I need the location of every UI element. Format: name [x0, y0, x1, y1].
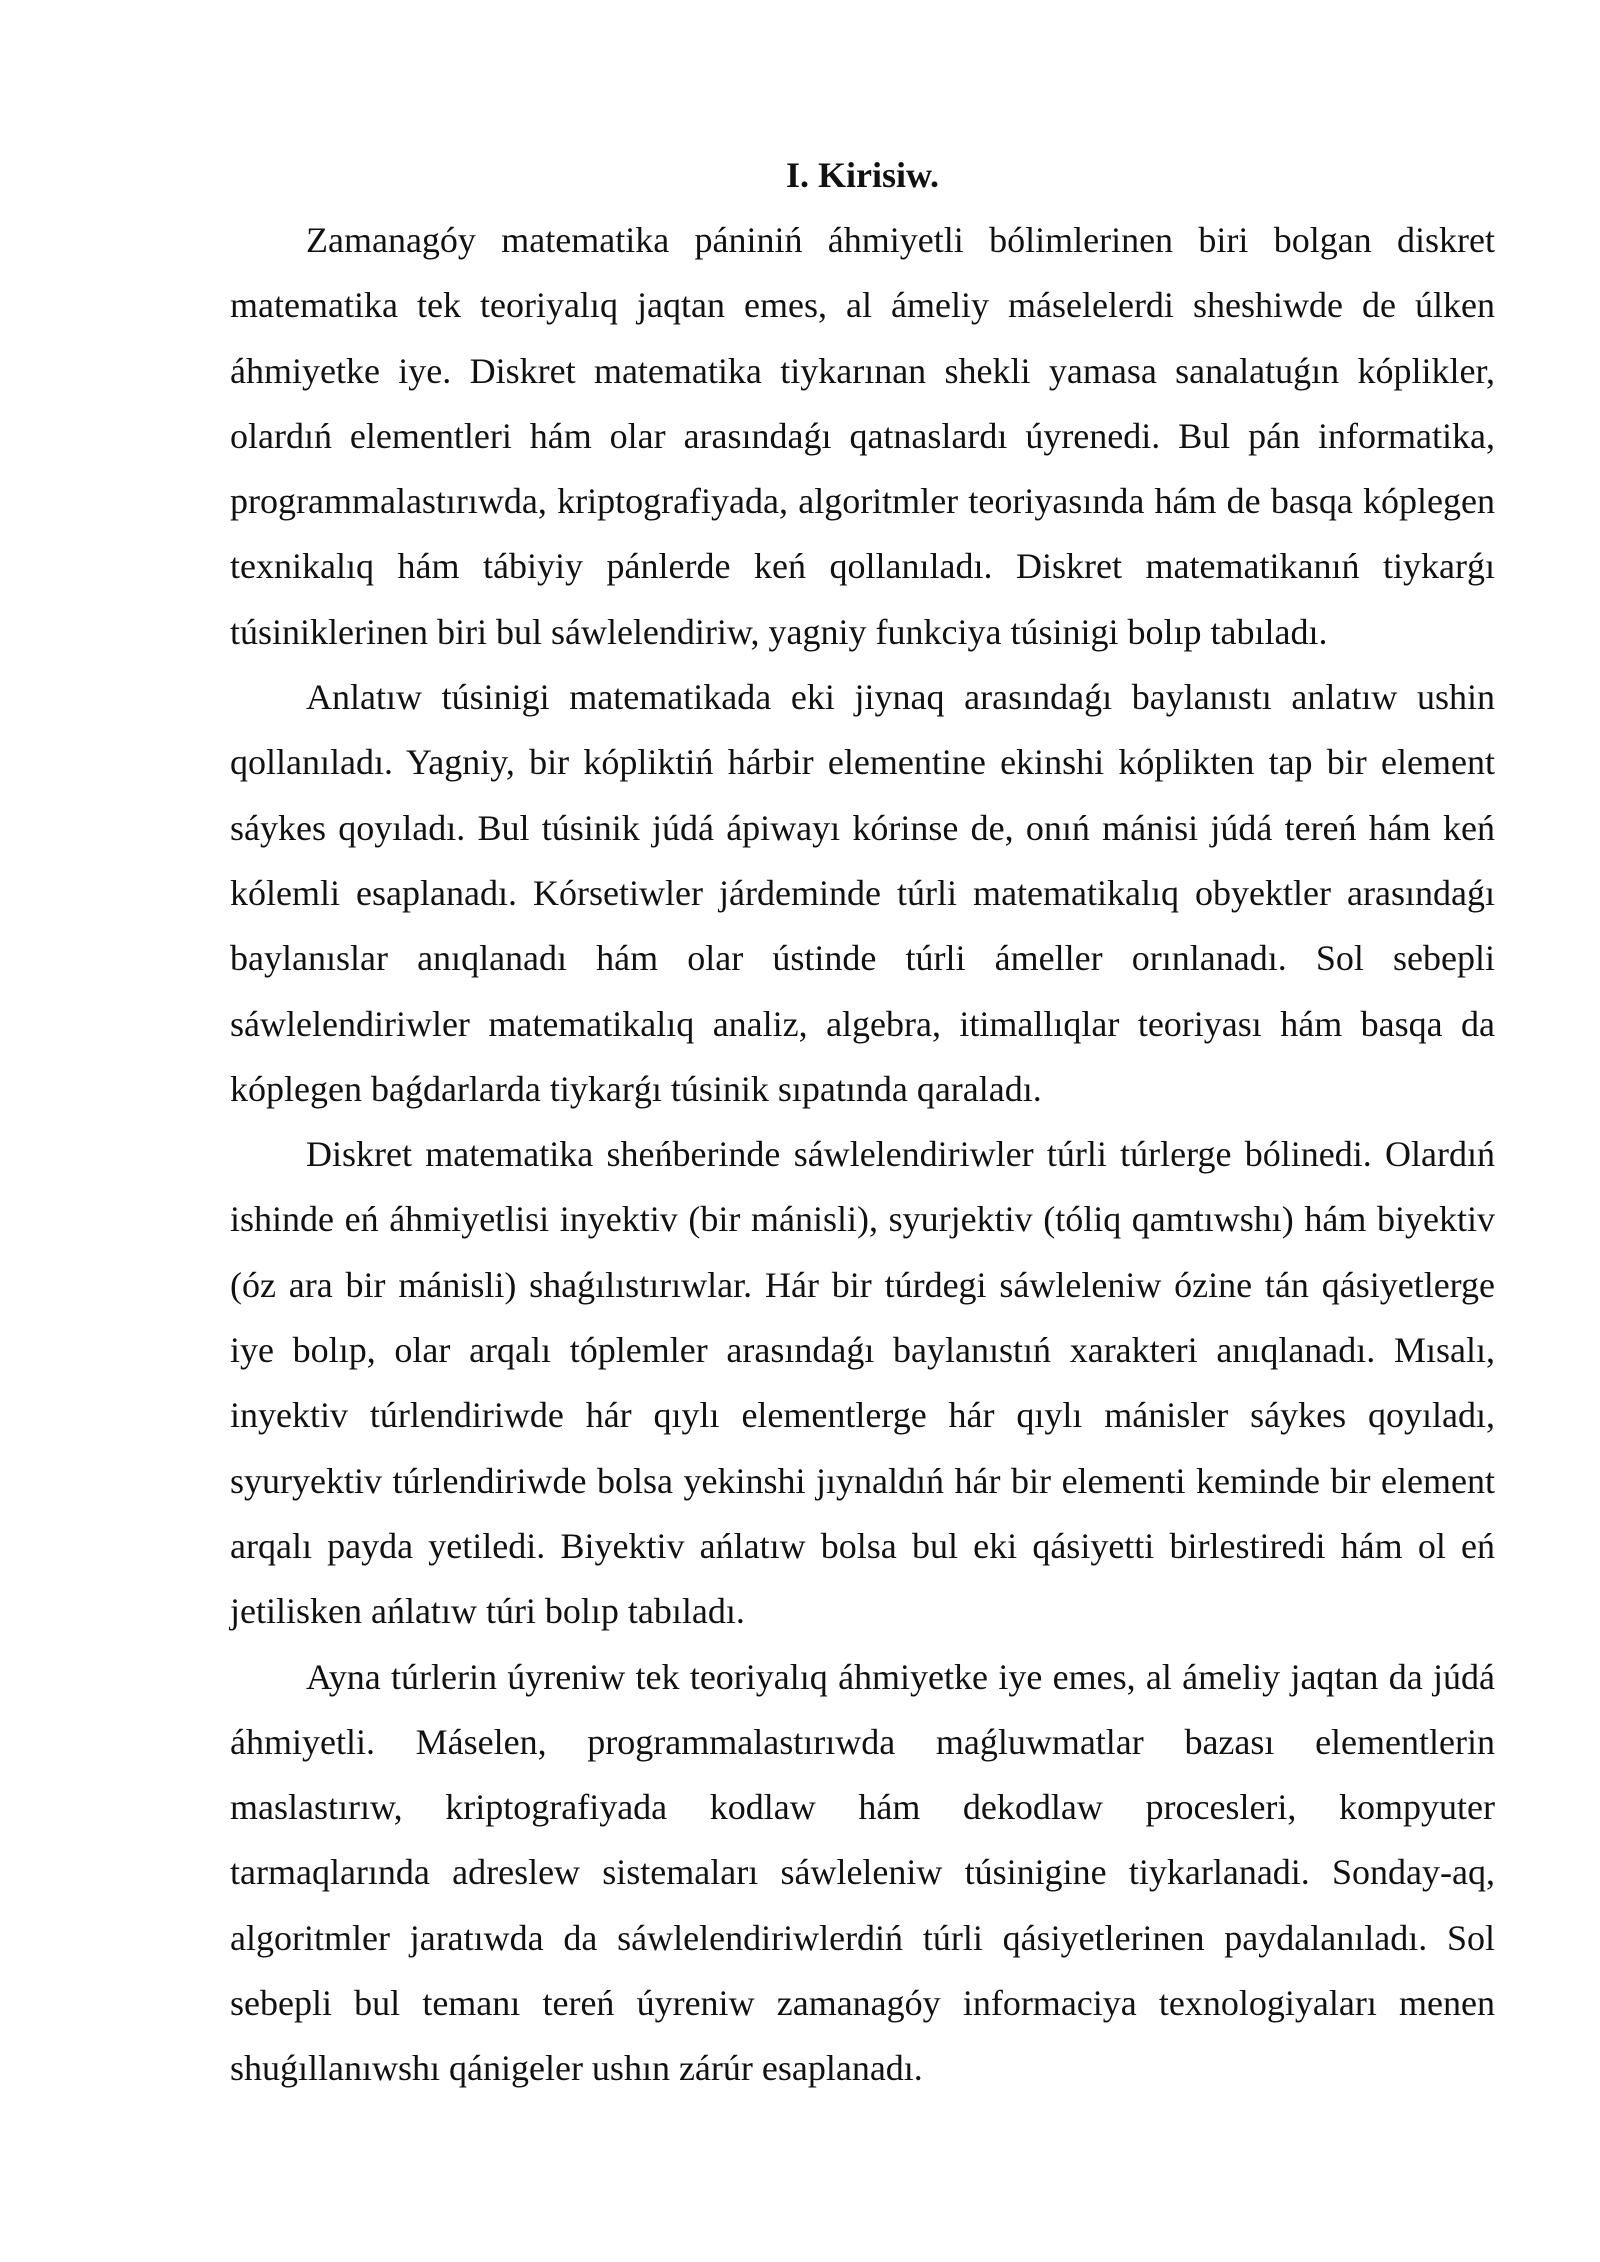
section-heading: I. Kirisiw.: [785, 155, 940, 195]
paragraph-intro: Zamanagóy matematika pániniń áhmiyetli bólimlerinen biri bolgan diskret matematika tek teoriyalıq jaqtan emes, al ámeliy máselelerdi sheshiwde de úlken áhmiyetke iye. Diskret matematika tiykarınan shekli yamasa sanalatuǵın kóplikler, olardıń elementleri hám olar arasındaǵı qatnaslardı úyrenedi. Bul pán informatika, programmalastırıwda, kriptografiyada, algoritmler teoriyasında hám de basqa kóplegen texnikalıq hám tábiyiy pánlerde keń qollanıladı. Diskret matematikanıń tiykarǵı túsiniklerinen biri bul sáwlelendiriw, yagniy funkciya túsinigi bolıp tabıladı.: [230, 220, 1495, 652]
document-page: [230, 150, 1495, 2102]
paragraph-applications: Ayna túrlerin úyreniw tek teoriyalıq áhmiyetke iye emes, al ámeliy jaqtan da júdá áhmiyetli. Máselen, programmalastırıwda maǵluwmatlar bazası elementlerin maslastırıw, kriptografiyada kodlaw hám dekodlaw procesleri, kompyuter tarmaqlarında adreslew sistemaları sáwleleniw túsinigine tiykarlanadi. Sonday-aq, algoritmler jaratıwda da sáwlelendiriwlerdiń túrli qásiyetlerinen paydalanıladı. Sol sebepli bul temanı tereń úyreniw zamanagóy informaciya texnologiyaları menen shuǵıllanıwshı qánigeler ushın zárúr esaplanadı.: [230, 1656, 1495, 2089]
paragraph-mapping-concept: Anlatıw túsinigi matematikada eki jiynaq arasındaǵı baylanıstı anlatıw ushin qollanıladı. Yagniy, bir kópliktiń hárbir elementine ekinshi kóplikten tap bir element sáykes qoyıladı. Bul túsinik júdá ápiwayı kórinse de, onıń mánisi júdá tereń hám keń kólemli esaplanadı. Kórsetiwler járdeminde túrli matematikalıq obyektler arasındaǵı baylanıslar anıqlanadı hám olar ústinde túrli ámeller orınlanadı. Sol sebepli sáwlelendiriwler matematikalıq analiz, algebra, itimallıqlar teoriyası hám basqa da kóplegen baǵdarlarda tiykarǵı túsinik sıpatında qaraladı.: [230, 677, 1495, 1109]
paragraph-mapping-types: Diskret matematika sheńberinde sáwlelendiriwler túrli túrlerge bólinedi. Olardıń ishinde eń áhmiyetlisi inyektiv (bir mánisli), syurjektiv (tóliq qamtıwshı) hám biyektiv (óz ara bir mánisli) shaǵılıstırıwlar. Hár bir túrdegi sáwleleniw ózine tán qásiyetlerge iye bolıp, olar arqalı tóplemler arasındaǵı baylanıstıń xarakteri anıqlanadı. Mısalı, inyektiv túrlendiriwde hár qıylı elementlerge hár qıylı mánisler sáykes qoyıladı, syuryektiv túrlendiriwde bolsa yekinshi jıynaldıń hár bir elementi keminde bir element arqalı payda yetiledi. Biyektiv ańlatıw bolsa bul eki qásiyetti birlestiredi hám ol eń jetilisken ańlatıw túri bolıp tabıladı.: [230, 1134, 1495, 1632]
